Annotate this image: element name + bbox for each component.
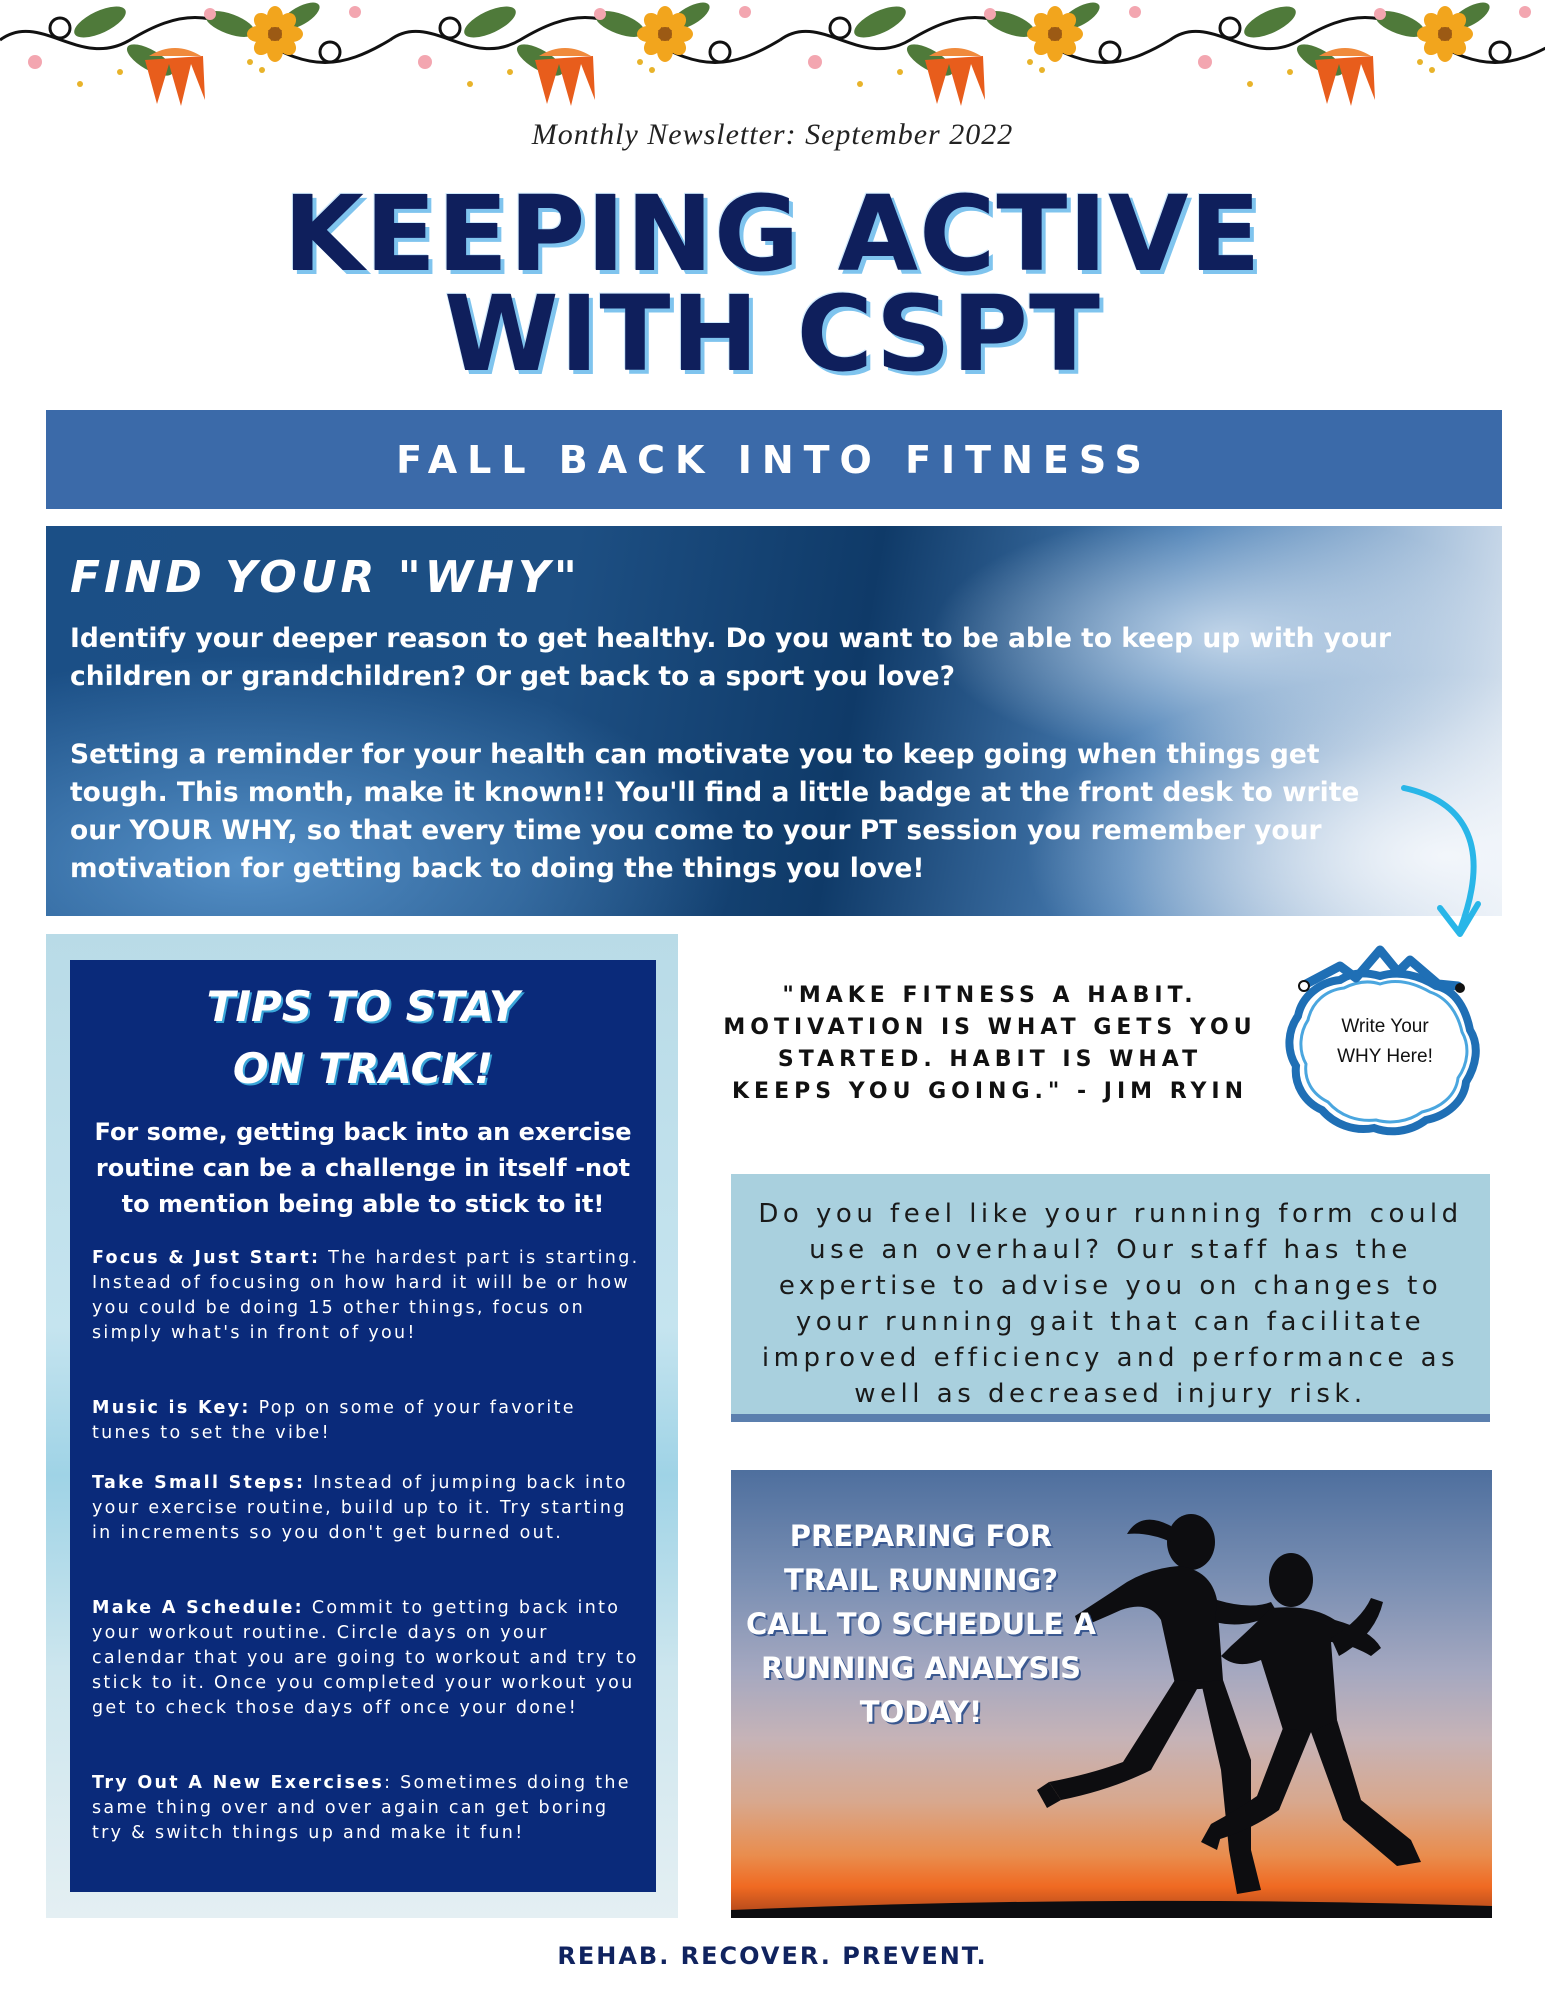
tips-panel bbox=[70, 960, 656, 1892]
tip-body: The hardest part is starting. Instead of focusing on how hard it will be or how you could be doing 15 other things, focus on simply what's in front of you! bbox=[92, 1248, 640, 1343]
curved-arrow-icon bbox=[1390, 770, 1500, 950]
headline-line-2: WITH CSPT bbox=[444, 273, 1101, 395]
tip-heading: Music is Key: bbox=[92, 1398, 251, 1418]
newsletter-subtitle: Monthly Newsletter: September 2022 bbox=[531, 118, 1014, 151]
running-form-box bbox=[731, 1174, 1490, 1422]
tips-title-line-2: ON TRACK! bbox=[232, 1044, 494, 1093]
runners-photo bbox=[731, 1470, 1492, 1918]
photo-caption: PREPARING FOR TRAIL RUNNING? CALL TO SCHEDULE A RUNNING ANALYSIS TODAY! bbox=[745, 1519, 1096, 1729]
running-form-text: Do you feel like your running form could use an overhaul? Our staff has the expertise to advise you on changes to your running gait that can facilitate improved efficiency and performance as well as decreased injury risk. bbox=[758, 1199, 1463, 1409]
tip-heading: Try Out A New Exercises bbox=[92, 1773, 385, 1793]
tip-item bbox=[92, 1771, 642, 1846]
tip-body: : Sometimes doing the same thing over and over again can get boring try & switch things up and make it fun! bbox=[92, 1773, 631, 1843]
tip-heading: Take Small Steps: bbox=[92, 1473, 306, 1493]
tip-item bbox=[92, 1246, 642, 1346]
section-banner bbox=[46, 410, 1502, 509]
why-title: FIND YOUR "WHY" bbox=[70, 552, 581, 603]
tips-intro: For some, getting back into an exercise routine can be a challenge in itself -not to mention being able to stick to it! bbox=[94, 1118, 632, 1218]
why-paragraph-1: Identify your deeper reason to get healthy. Do you want to be able to keep up with your children or grandchildren? Or get back to a sport you love? bbox=[70, 623, 1392, 692]
tip-heading: Focus & Just Start: bbox=[92, 1248, 321, 1268]
tips-title-line-1: TIPS TO STAY bbox=[206, 982, 520, 1031]
why-paragraph-2: Setting a reminder for your health can motivate you to keep going when things get tough. This month, make it known!! You'll find a little badge at the front desk to write our YOUR WHY, so that every time you come to your PT session you remember your motivation for getting back to doing the things you love! bbox=[70, 739, 1360, 884]
tip-heading: Make A Schedule: bbox=[92, 1598, 304, 1618]
badge-line-1: Write Your bbox=[1341, 1016, 1429, 1037]
tip-item bbox=[92, 1596, 642, 1721]
badge-line-2: WHY Here! bbox=[1337, 1046, 1433, 1067]
tip-item bbox=[92, 1396, 642, 1446]
motivation-quote: "MAKE FITNESS A HABIT. MOTIVATION IS WHAT GETS YOU STARTED. HABIT IS WHAT KEEPS YOU GOING." - JIM RYIN bbox=[723, 983, 1257, 1104]
badge-label bbox=[1300, 1012, 1470, 1072]
headline-line-1: KEEPING ACTIVE bbox=[283, 173, 1262, 295]
footer-tagline: REHAB. RECOVER. PREVENT. bbox=[557, 1942, 988, 1970]
find-your-why-panel bbox=[46, 526, 1502, 916]
tip-body: Commit to getting back into your workout routine. Circle days on your calendar that you are going to workout and try to stick to it. Once you completed your workout you get to check those days off once your done! bbox=[92, 1598, 639, 1718]
floral-border bbox=[0, 0, 1545, 118]
banner-text: FALL BACK INTO FITNESS bbox=[396, 437, 1152, 482]
tip-body: Instead of jumping back into your exercise routine, build up to it. Try starting in increments so you don't get burned out. bbox=[92, 1473, 628, 1543]
tip-item bbox=[92, 1471, 642, 1546]
tip-body: Pop on some of your favorite tunes to set the vibe! bbox=[92, 1398, 576, 1443]
